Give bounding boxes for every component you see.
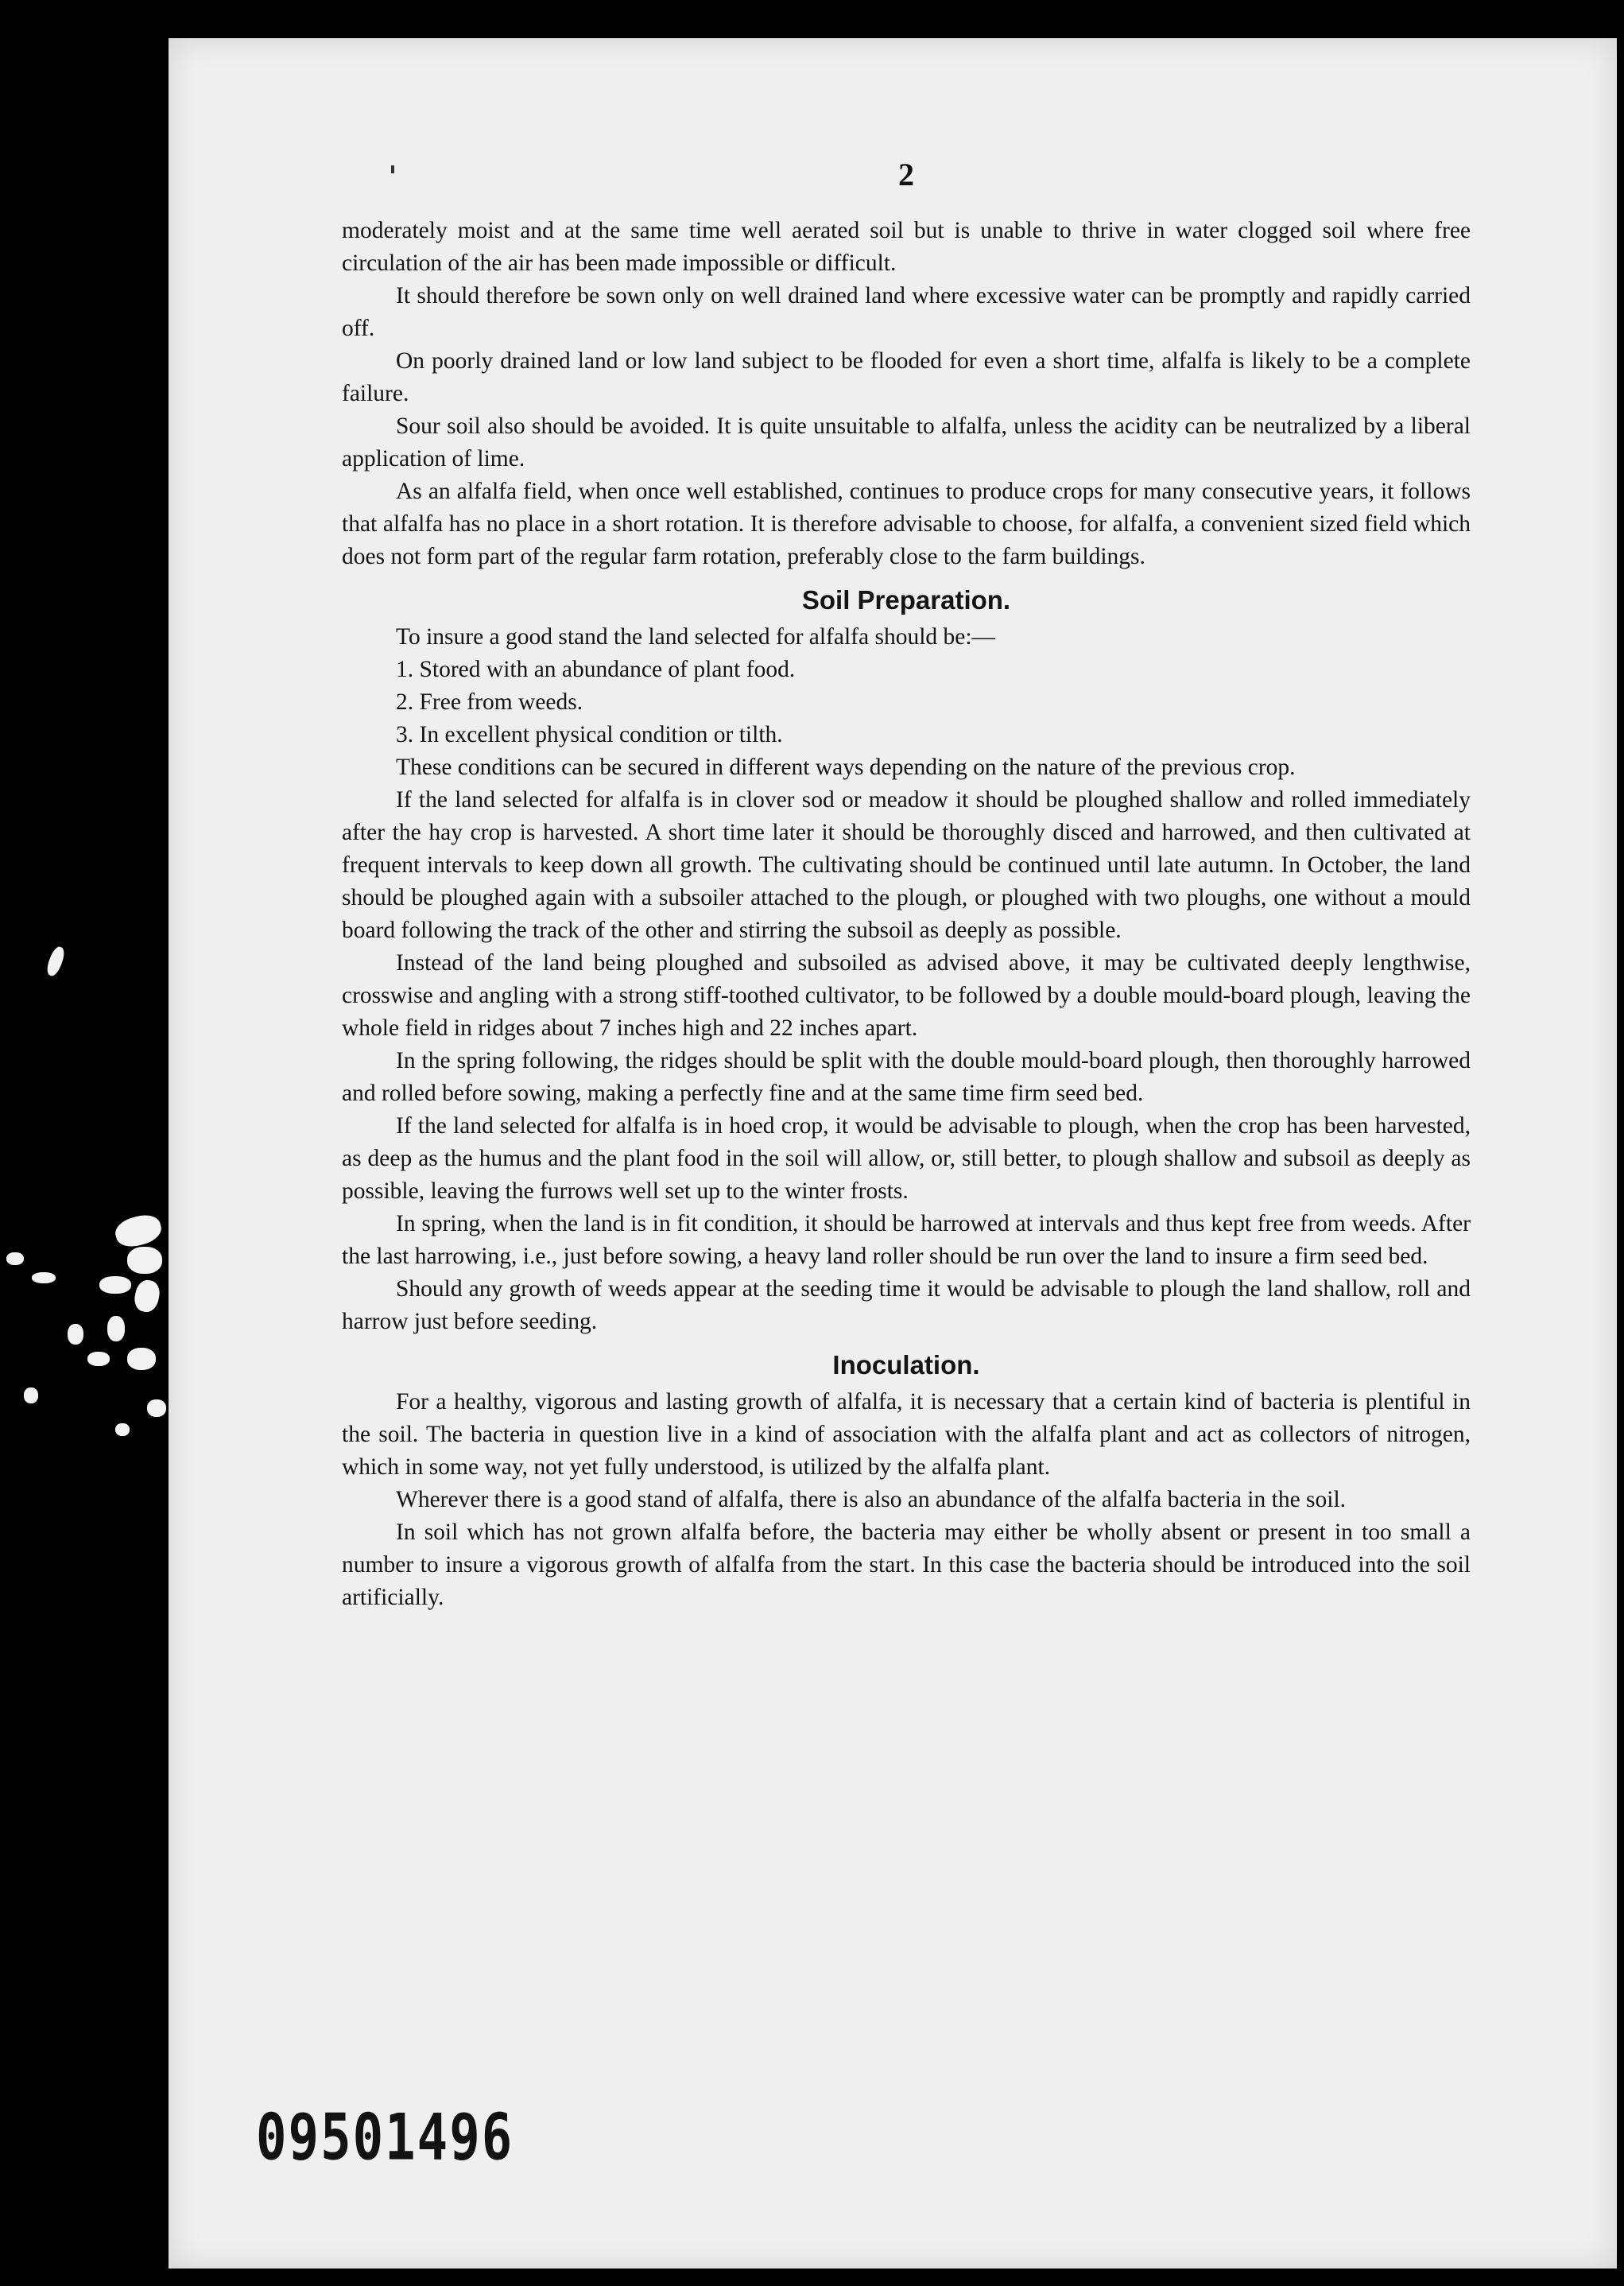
scan-speck [132,1278,162,1314]
page-body [342,215,1471,1614]
scan-speck [147,1399,166,1417]
paragraph: Sour soil also should be avoided. It is quite unsuitable to alfalfa, unless the acidity can be neutralized by a liberal application of lime. [342,413,1471,472]
paragraph: In spring, when the land is in fit condition, it should be harrowed at intervals and thus kept free from weeds. After the last harrowing, i.e., just before sowing, a heavy land roller should be run over the land to insure a firm seed bed. [342,1211,1471,1269]
serial-number: 09501496 [256,2102,514,2175]
paragraph: On poorly drained land or low land subject to be flooded for even a short time, alfalfa is likely to be a complete failure. [342,348,1471,406]
list-item: 2. Free from weeds. [396,689,583,715]
paragraph: moderately moist and at the same time well aerated soil but is unable to thrive in water clogged soil where free circulation of the air has been made impossible or difficult. [342,218,1471,276]
paragraph: If the land selected for alfalfa is in hoed crop, it would be advisable to plough, when the crop has been harvested, as deep as the humus and the plant food in the soil will allow, or, still better, to plough shallow and subsoil as deeply as possible, leaving the furrows well set up to the winter frosts. [342,1113,1471,1204]
paragraph: These conditions can be secured in different ways depending on the nature of the previous crop. [396,755,1296,780]
page-number: 2 [898,157,914,192]
paragraph: As an alfalfa field, when once well established, continues to produce crops for many consecutive years, it follows that alfalfa has no place in a short rotation. It is therefore advisable to choose, for alfalfa, a convenient sized field which does not form part of the regular farm rotation, preferably close to the farm buildings. [342,479,1471,569]
scan-speck [68,1324,83,1345]
paragraph: In the spring following, the ridges should be split with the double mould-board plough, then thoroughly harrowed and rolled before sowing, making a perfectly fine and at the same time firm seed bed. [342,1048,1471,1106]
scan-speck [87,1352,110,1366]
scan-speck [24,1388,38,1403]
section-heading-soil-preparation: Soil Preparation. [801,585,1011,615]
paragraph: In soil which has not grown alfalfa before, the bacteria may either be wholly absent or present in too small a number to insure a vigorous growth of alfalfa from the start. In this case the bacteria should be introduced into the soil artificially. [342,1519,1471,1610]
scan-speck [32,1272,56,1283]
scan-speck [127,1247,162,1274]
scan-speck [6,1252,24,1265]
scan-speck [127,1348,156,1370]
paragraph: Wherever there is a good stand of alfalfa, there is also an abundance of the alfalfa bacteria in the soil. [396,1487,1347,1512]
paragraph: Instead of the land being ploughed and subsoiled as advised above, it may be cultivated deeply lengthwise, crosswise and angling with a strong stiff-toothed cultivator, to be followed by a double mould-board plough, leaving the whole field in ridges about 7 inches high and 22 inches apart. [342,950,1471,1041]
list-item: 3. In excellent physical condition or tilth. [396,722,783,747]
list-item: 1. Stored with an abundance of plant food. [396,657,796,682]
paragraph: For a healthy, vigorous and lasting growth of alfalfa, it is necessary that a certain kind of bacteria is plentiful in the soil. The bacteria in question live in a kind of association with the alfalfa plant and act as collectors of nitrogen, which in some way, not yet fully understood, is utilized by the alfalfa plant. [342,1389,1471,1480]
scan-speck [112,1211,164,1251]
scan-speck [107,1316,125,1341]
scan-speck [99,1276,131,1294]
scan-speck [45,945,67,977]
paragraph: It should therefore be sown only on well drained land where excessive water can be promptly and rapidly carried off. [342,283,1471,341]
paragraph: Should any growth of weeds appear at the seeding time it would be advisable to plough the land shallow, roll and harrow just before seeding. [342,1276,1471,1334]
section-heading-inoculation: Inoculation. [832,1350,980,1380]
paragraph: If the land selected for alfalfa is in clover sod or meadow it should be ploughed shallow and rolled immediately after the hay crop is harvested. A short time later it should be thoroughly disced and harrowed, and then cultivated at frequent intervals to keep down all growth. The cultivating should be continued until late autumn. In October, the land should be ploughed again with a subsoiler attached to the plough, or ploughed with two ploughs, one without a mould board following the track of the other and stirring the subsoil as deeply as possible. [342,787,1471,943]
page-mark [391,165,394,173]
document-page [169,38,1617,2269]
paragraph: To insure a good stand the land selected for alfalfa should be:— [396,624,996,650]
scan-speck [115,1423,130,1436]
